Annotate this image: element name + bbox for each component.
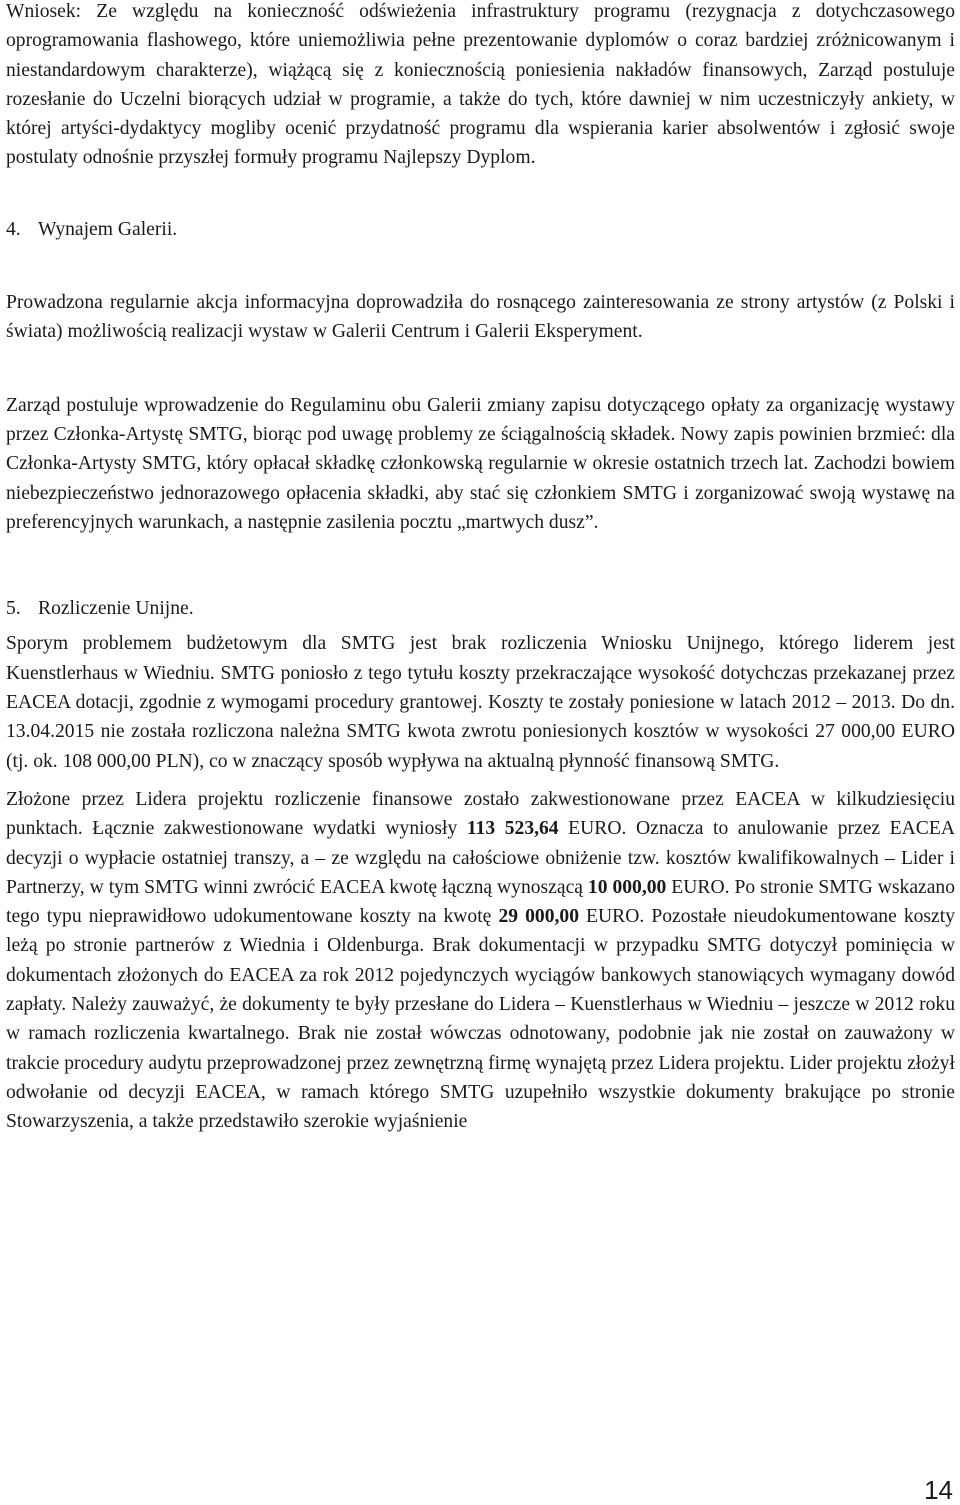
total-return-amount: 10 000,00 — [587, 876, 667, 898]
section-5-number: 5. — [6, 598, 21, 620]
section-5-paragraph-2-part-3: EURO. Po stronie SMTG wskazano tego typu nieprawidłowo udokumentowane koszty na kwotę — [6, 876, 956, 928]
section-5-paragraph-2-part-4: EURO. Pozostałe nieudokumentowane koszty leżą po stronie partnerów z Wiednia i Oldenburga. Brak dokumentacji w przypadku SMTG dotyczył pominięcia w dokumentach złożonych do EACEA za rok 2012 pojedynczych wyciągów bankowych stanowiących wymagany dowód zapłaty. Należy zauważyć, że dokumenty te były przesłane do Lidera – Kuenstlerhaus w Wiedniu – jeszcze w 2012 roku w ramach rozliczenia kwartalnego. Brak nie został wówczas odnotowany, podobnie jak nie został on zauważony w trakcie procedury audytu przeprowadzonej przez zewnętrzną firmę wynajętą przez Lidera projektu. Lider projektu złożył odwołanie od decyzji EACEA, w ramach którego SMTG uzupełniło wszystkie dokumenty brakujące po stronie Stowarzyszenia, a także przedstawiło szerokie wyjaśnienie — [6, 906, 955, 1133]
section-5-paragraph-1: Sporym problemem budżetowym dla SMTG jest brak rozliczenia Wniosku Unijnego, którego liderem jest Kuenstlerhaus w Wiedniu. SMTG poniosło z tego tytułu koszty przekraczające wysokość dotychczas przekazanej przez EACEA dotacji, zgodnie z wymogami procedury grantowej. Koszty te zostały poniesione w latach 2012 – 2013. Do dn. 13.04.2015 nie została rozliczona należna SMTG kwota zwrotu poniesionych kosztów w wysokości 27 000,00 EURO (tj. ok. 108 000,00 PLN), co w znaczący sposób wypływa na aktualną płynność finansową SMTG. — [6, 633, 955, 772]
section-5-title: Rozliczenie Unijne. — [38, 598, 194, 620]
section-5-heading — [6, 594, 955, 623]
section-4-heading — [6, 215, 955, 244]
section-4-paragraph-1: Prowadzona regularnie akcja informacyjna doprowadziła do rosnącego zainteresowania ze strony artystów (z Polski i świata) możliwością realizacji wystaw w Galerii Centrum i Galerii Eksperyment. — [6, 292, 955, 343]
section-4-paragraph-2: Zarząd postuluje wprowadzenie do Regulaminu obu Galerii zmiany zapisu dotyczącego opłaty za organizację wystawy przez Członka-Artystę SMTG, biorąc pod uwagę problemy ze ściągalnością składek. Nowy zapis powinien brzmieć: dla Członka-Artysty SMTG, który opłacał składkę członkowską regularnie w okresie ostatnich trzech lat. Zachodzi bowiem niebezpieczeństwo jednorazowego opłacenia składki, aby stać się członkiem SMTG i zorganizować swoją wystawę na preferencyjnych warunkach, a następnie zasilenia pocztu „martwych dusz”. — [6, 394, 955, 533]
smtg-undocumented-amount: 29 000,00 — [498, 906, 579, 928]
section-4-number: 4. — [6, 218, 21, 240]
section-5-paragraph-2-part-1: Złożone przez Lidera projektu rozliczenie finansowe zostało zakwestionowane przez EACEA w kilkudziesięciu punktach. Łącznie zakwestionowane wydatki wyniosły — [6, 788, 955, 840]
rejected-expenses-amount: 113 523,64 — [466, 818, 559, 840]
section-5-paragraph-2 — [6, 785, 955, 1137]
section-5-paragraph-2-part-2: EURO. Oznacza to anulowanie przez EACEA decyzji o wypłacie ostatniej transzy, a – ze względu na całościowe obniżenie tzw. kosztów kwalifikowalnych – Lider i Partnerzy, w tym SMTG winni zwrócić EACEA kwotę łączną wynoszącą — [6, 818, 955, 898]
page-number: 14 — [924, 1475, 953, 1505]
wniosek-paragraph: Wniosek: Ze względu na konieczność odświeżenia infrastruktury programu (rezygnacja z dotychczasowego oprogramowania flashowego, które uniemożliwia pełne prezentowanie dyplomów o coraz bardziej zróżnicowanym i niestandardowym charakterze), wiążącą się z koniecznością poniesienia nakładów finansowych, Zarząd postuluje rozesłanie do Uczelni biorących udział w programie, a także do tych, które dawniej w nim uczestniczyły ankiety, w której artyści-dydaktycy mogliby ocenić przydatność programu dla wspierania karier absolwentów i zgłosić swoje postulaty odnośnie przyszłej formuły programu Najlepszy Dyplom. — [6, 1, 955, 169]
section-4-title: Wynajem Galerii. — [38, 218, 178, 240]
